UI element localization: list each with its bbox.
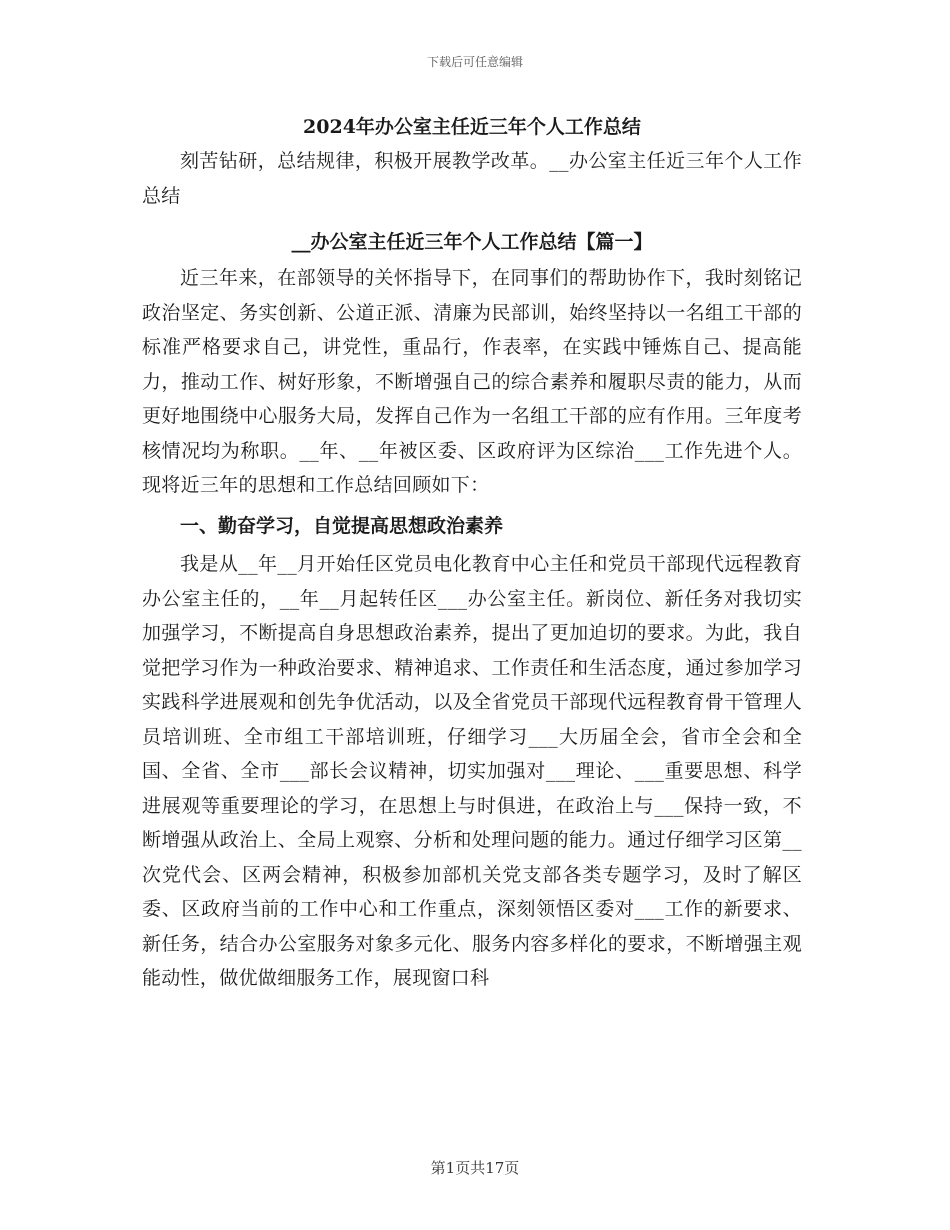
document-body bbox=[142, 110, 802, 996]
document-title: 2024年办公室主任近三年个人工作总结 bbox=[303, 116, 641, 138]
intro-paragraph: 刻苦钻研，总结规律，积极开展教学改革。__办公室主任近三年个人工作总结 bbox=[142, 150, 802, 207]
page-number: 第1页共17页 bbox=[430, 1159, 520, 1177]
section-subtitle: __办公室主任近三年个人工作总结【篇一】 bbox=[291, 231, 653, 253]
section-heading: 一、勤奋学习，自觉提高思想政治素养 bbox=[180, 514, 504, 537]
body-paragraph-1: 近三年来，在部领导的关怀指导下，在同事们的帮助协作下，我时刻铭记政治坚定、务实创新、公道正派、清廉为民部训，始终坚持以一名组工干部的标准严格要求自己，讲党性，重品行，作表率，在实践中锤炼自己、提高能力，推动工作、树好形象，不断增强自己的综合素养和履职尽责的能力，从而更好地围绕中心服务大局，发挥自己作为一名组工干部的应有作用。三年度考核情况均为称职。__年、__年被区委、区政府评为区综治___工作先进个人。现将近三年的思想和工作总结回顾如下： bbox=[142, 267, 802, 496]
body-paragraph-2: 我是从__年__月开始任区党员电化教育中心主任和党员干部现代远程教育办公室主任的，__年__月起转任区___办公室主任。新岗位、新任务对我切实加强学习，不断提高自身思想政治素养，提出了更加迫切的要求。为此，我自觉把学习作为一种政治要求、精神追求、工作责任和生活态度，通过参加学习实践科学进展观和创先争优活动，以及全省党员干部现代远程教育骨干管理人员培训班、全市组工干部培训班，仔细学习___大历届全会，省市全会和全国、全省、全市___部长会议精神，切实加强对___理论、___重要思想、科学进展观等重要理论的学习，在思想上与时俱进，在政治上与___保持一致，不断增强从政治上、全局上观察、分析和处理问题的能力。通过仔细学习区第__次党代会、区两会精神，积极参加部机关党支部各类专题学习，及时了解区委、区政府当前的工作中心和工作重点，深刻领悟区委对___工作的新要求、新任务，结合办公室服务对象多元化、服务内容多样化的要求，不断增强主观能动性，做优做细服务工作，展现窗口科 bbox=[142, 553, 802, 989]
header-note: 下载后可任意编辑 bbox=[426, 55, 523, 69]
